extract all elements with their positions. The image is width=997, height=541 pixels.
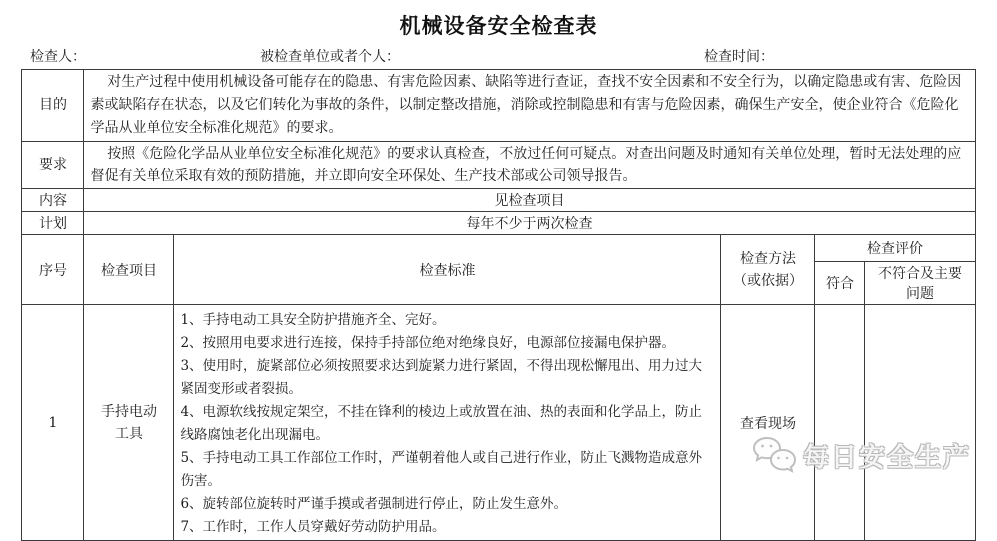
column-header-standard: 检查标准	[174, 235, 721, 305]
standard-item: 6、旋转部位旋转时严谨手摸或者强制进行停止，防止发生意外。	[180, 496, 568, 512]
row-conform-cell	[815, 305, 865, 541]
purpose-row	[22, 70, 975, 142]
page-title: 机械设备安全检查表	[399, 14, 598, 38]
row-item-line2: 工具	[114, 425, 143, 442]
row-seq: 1	[22, 305, 84, 541]
plan-row	[22, 212, 975, 235]
standard-item: 7、工作时，工作人员穿戴好劳动防护用品。	[180, 519, 446, 535]
column-header-seq: 序号	[22, 235, 84, 305]
content-text: 见检查项目	[84, 189, 975, 212]
content-row	[22, 189, 975, 212]
purpose-text: 对生产过程中使用机械设备可能存在的隐患、有害危险因素、缺陷等进行查证，查找不安全因素和不安全行为，以确定隐患或有害、危险因素或缺陷存在状态，以及它们转化为事故的条件，以制定整改措施，消除或控制隐患和有害与危险因素，确保生产安全，使企业符合《危险化学品从业单位安全标准化规范》的要求。	[84, 70, 975, 142]
column-header-conform: 符合	[815, 262, 865, 305]
column-header-nonconform: 不符合及主要问题	[865, 262, 975, 305]
row-item	[84, 305, 174, 541]
inspection-time-label: 检查时间：	[704, 49, 774, 65]
row-standards	[174, 305, 721, 541]
content-label: 内容	[22, 189, 84, 212]
standard-item: 1、手持电动工具安全防护措施齐全、完好。	[180, 312, 446, 328]
header-row-top	[22, 235, 975, 262]
column-header-method	[721, 235, 815, 305]
standard-item: 4、电源软线按规定架空，不挂在锋利的棱边上或放置在油、热的表面和化学品上，防止线路腐蚀老化出现漏电。	[180, 404, 703, 443]
row-item-line1: 手持电动	[100, 403, 157, 420]
method-header-line1: 检查方法	[739, 250, 796, 267]
inspector-label: 检查人：	[30, 49, 86, 65]
standard-item: 2、按照用电要求进行连接，保持手持部位绝对绝缘良好，电源部位接漏电保护器。	[180, 335, 676, 351]
standard-item: 5、手持电动工具工作部位工作时，严谨朝着他人或自己进行作业，防止飞溅物造成意外伤害。	[180, 450, 703, 489]
requirement-text: 按照《危险化学品从业单位安全标准化规范》的要求认真检查，不放过任何可疑点。对查出问题及时通知有关单位处理，暂时无法处理的应督促有关单位采取有效的预防措施，并立即向安全环保处、生产技术部或公司领导报告。	[84, 142, 975, 189]
standard-item: 3、使用时，旋紧部位必须按照要求达到旋紧力进行紧固，不得出现松懈甩出、用力过大紧固变形或者裂损。	[180, 358, 703, 397]
row-method: 查看现场	[721, 305, 815, 541]
inspected-unit-label: 被检查单位或者个人：	[260, 49, 400, 65]
watermark-text: 每日安全生产	[802, 442, 971, 473]
column-header-evaluation: 检查评价	[815, 235, 975, 262]
column-header-item: 检查项目	[84, 235, 174, 305]
purpose-label: 目的	[22, 70, 84, 142]
info-bar	[22, 42, 975, 69]
plan-text: 每年不少于两次检查	[84, 212, 975, 235]
inspection-table	[21, 69, 975, 541]
requirement-label: 要求	[22, 142, 84, 189]
row-nonconform-cell	[865, 305, 975, 541]
method-header-line2: （或依据）	[732, 272, 803, 289]
table-row	[22, 305, 975, 541]
plan-label: 计划	[22, 212, 84, 235]
requirement-row	[22, 142, 975, 189]
